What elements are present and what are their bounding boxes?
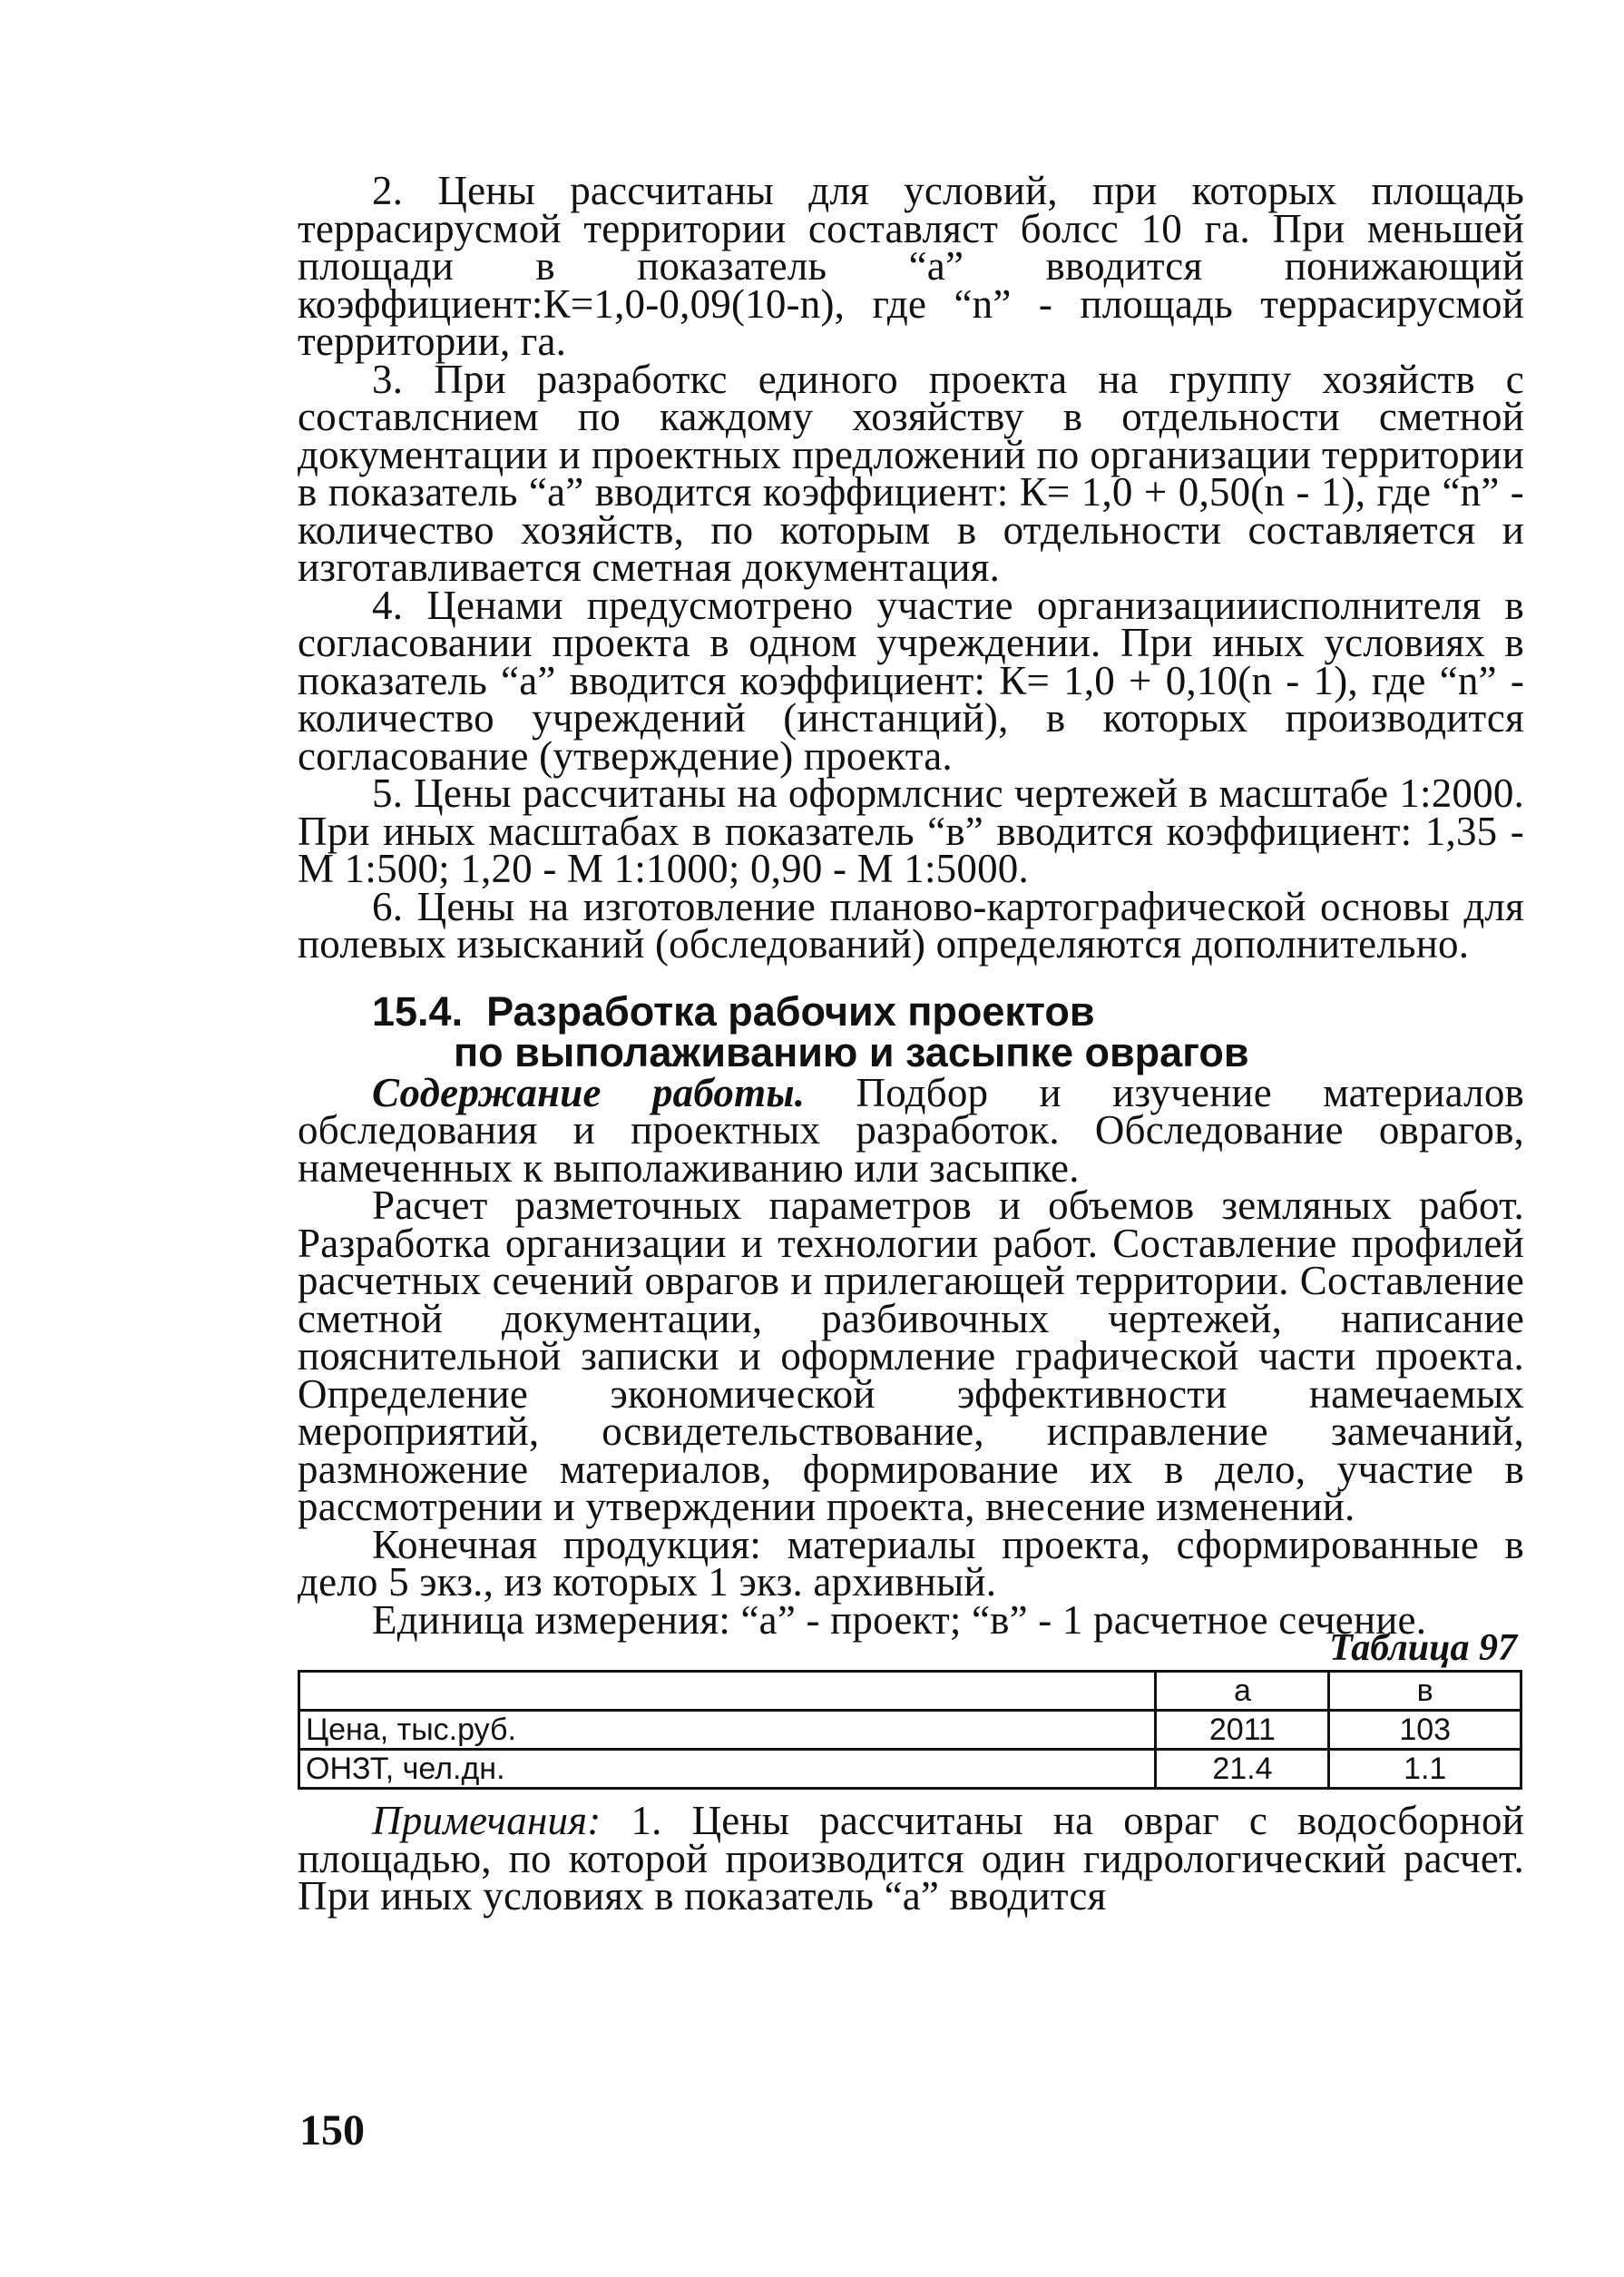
table-header-cell: в xyxy=(1329,1672,1521,1711)
note-item-4: 4. Ценами предусмотрено участие организацииисполнителя в согласовании проекта в одном учреждении. При иных условиях в показатель “а” вводится коэффициент: К= 1,0 + 0,10(n - 1), где “n” - количество учреждений (инстанций), в которых производится согласование (утверждение) проекта. xyxy=(298,582,1524,779)
table-caption: Таблица 97 xyxy=(1329,1627,1517,1669)
section-title-line1: Разработка рабочих проектов xyxy=(486,987,1095,1035)
table-cell: 2011 xyxy=(1156,1711,1329,1750)
page-number: 150 xyxy=(299,2106,365,2154)
table-header-cell xyxy=(299,1672,1156,1711)
table-header-cell: а xyxy=(1156,1672,1329,1711)
section-title-line2: по выполаживанию и засыпке оврагов xyxy=(454,1028,1249,1075)
notes-label: Примечания: xyxy=(372,1798,602,1843)
price-table xyxy=(298,1670,1522,1790)
content-text: Подбор и изучение материалов обследования и проектных разработок. Обследование оврагов, намеченных к выполаживанию или засыпке. xyxy=(298,1069,1524,1191)
table-header-row xyxy=(299,1672,1521,1711)
section-heading xyxy=(298,987,1524,1075)
table-cell: 103 xyxy=(1329,1711,1521,1750)
notes-paragraph xyxy=(298,1798,1524,1919)
content-label: Содержание работы. xyxy=(372,1069,806,1115)
note-item-2: 2. Цены рассчитаны для условий, при которых площадь террасирусмой территории составляст болсс 10 га. При меньшей площади в показатель “а” вводится понижающий коэффициент:К=1,0-0,09(10-n), где “n” - площадь террасирусмой территории, га. xyxy=(298,168,1524,364)
section-number: 15.4. xyxy=(372,987,464,1035)
note-item-6: 6. Цены на изготовление планово-картографической основы для полевых изысканий (обследований) определяются дополнительно. xyxy=(298,883,1524,967)
table-row xyxy=(299,1750,1521,1789)
work-paragraph: Расчет разметочных параметров и объемов земляных работ. Разработка организации и технологии работ. Составление профилей расчетных сечений оврагов и прилегающей территории. Составление сметной документации, разбивочных чертежей, написание пояснительной записки и оформление графической части проекта. Определение экономической эффективности намечаемых мероприятий, освидетельствование, исправление замечаний, размножение материалов, формирование их в дело, участие в рассмотрении и утверждении проекта, внесение изменений. xyxy=(298,1183,1524,1529)
product-paragraph: Конечная продукция: материалы проекта, сформированные в дело 5 экз., из которых 1 экз. архивный. xyxy=(298,1521,1524,1605)
note-item-3: 3. При разработкс единого проекта на группу хозяйств с составлснием по каждому хозяйству в отдельности сметной документации и проектных предложений по организации территории в показатель “а” вводится коэффициент: К= 1,0 + 0,50(n - 1), где “n” - количество хозяйств, по которым в отдельности составляется и изготавливается сметная документация. xyxy=(298,356,1524,590)
table-row xyxy=(299,1711,1521,1750)
text-column xyxy=(298,168,1524,1919)
notes-text: 1. Цены рассчитаны на овраг с водосборной площадью, по которой производится один гидрологический расчет. При иных условиях в показатель “а” вводится xyxy=(298,1798,1524,1919)
unit-paragraph: Единица измерения: “а” - проект; “в” - 1 расчетное сечение. xyxy=(372,1596,1427,1643)
note-item-5: 5. Цены рассчитаны на оформлснис чертежей в масштабе 1:2000. При иных масштабах в показатель “в” вводится коэффициент: 1,35 - М 1:500; 1,20 - М 1:1000; 0,90 - М 1:5000. xyxy=(298,770,1524,891)
content-paragraph xyxy=(298,1069,1524,1191)
table-cell: ОНЗТ, чел.дн. xyxy=(299,1750,1156,1789)
table-cell: 21.4 xyxy=(1156,1750,1329,1789)
table-cell: Цена, тыс.руб. xyxy=(299,1711,1156,1750)
table-cell: 1.1 xyxy=(1329,1750,1521,1789)
